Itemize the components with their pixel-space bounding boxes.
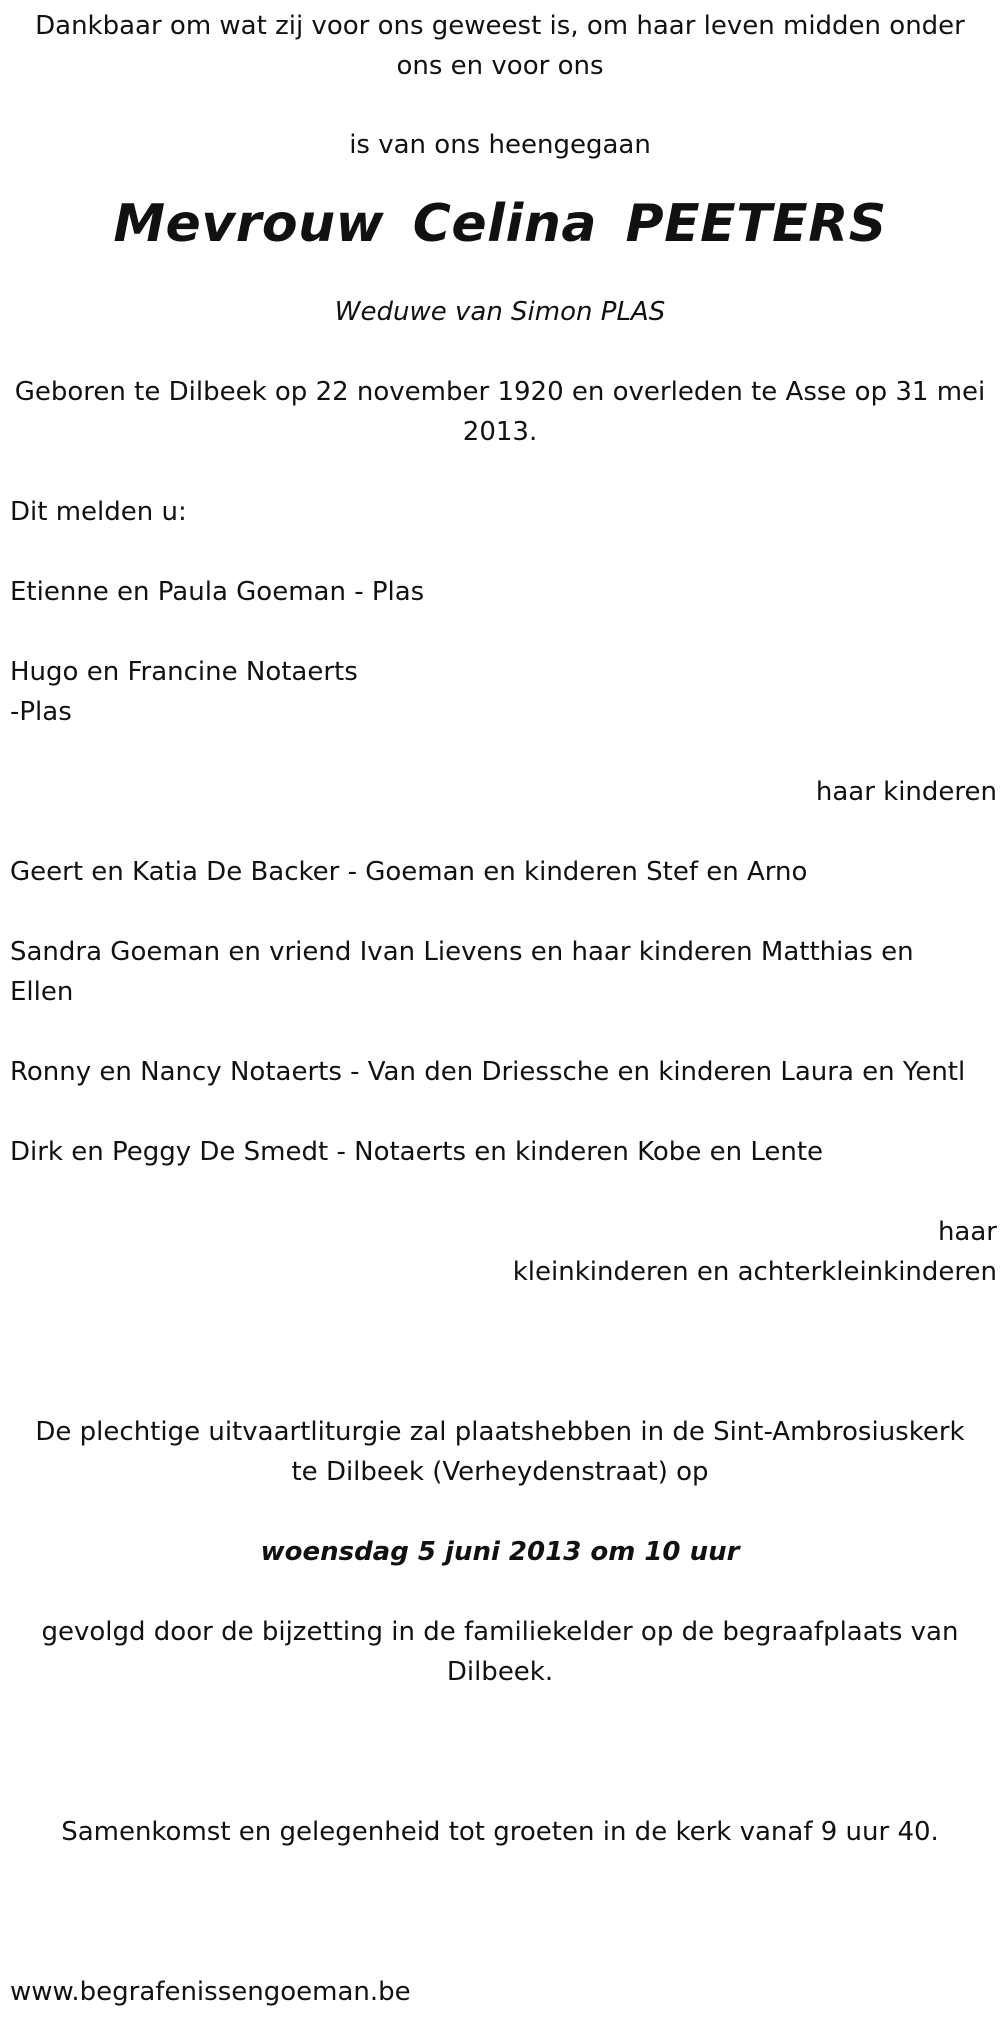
grandchildren-label-line-2: kleinkinderen en achterkleinkinderen: [512, 1257, 997, 1287]
deceased-name: Mevrouw Celina PEETERS: [113, 194, 887, 254]
children-label: haar kinderen: [815, 777, 997, 807]
grandchild-entry-3: Ronny en Nancy Notaerts - Van den Driessche en kinderen Laura en Yentl: [10, 1057, 966, 1087]
gathering-line: Samenkomst en gelegenheid tot groeten in de kerk vanaf 9 uur 40.: [61, 1817, 939, 1847]
spouse-line: Weduwe van Simon PLAS: [334, 297, 666, 327]
website-link[interactable]: www.begrafenissengoeman.be: [10, 1977, 411, 2007]
grandchild-entry-2: Sandra Goeman en vriend Ivan Lievens en haar kinderen Matthias en: [10, 937, 914, 967]
funeral-date: woensdag 5 juni 2013 om 10 uur: [260, 1537, 740, 1567]
funeral-line-2: te Dilbeek (Verheydenstraat) op: [291, 1457, 709, 1487]
grandchild-entry-2-cont: Ellen: [10, 977, 74, 1007]
intro-line-3: is van ons heengegaan: [349, 130, 651, 160]
birth-death-line-1: Geboren te Dilbeek op 22 november 1920 en overleden te Asse op 31 mei: [14, 377, 986, 407]
website-footer[interactable]: [10, 1972, 411, 2012]
grandchild-entry-4: Dirk en Peggy De Smedt - Notaerts en kinderen Kobe en Lente: [10, 1137, 824, 1167]
announcers-intro: Dit melden u:: [10, 497, 187, 527]
birth-death-line-2: 2013.: [462, 417, 538, 447]
intro-line-1: Dankbaar om wat zij voor ons geweest is, om haar leven midden onder: [35, 11, 965, 41]
grandchildren-label-line-1: haar: [937, 1217, 997, 1247]
child-entry-2-cont: -Plas: [10, 697, 72, 727]
child-entry-2: Hugo en Francine Notaerts: [10, 657, 358, 687]
funeral-line-1: De plechtige uitvaartliturgie zal plaatshebben in de Sint-Ambrosiuskerk: [35, 1417, 965, 1447]
child-entry-1: Etienne en Paula Goeman - Plas: [10, 577, 425, 607]
grandchild-entry-1: Geert en Katia De Backer - Goeman en kinderen Stef en Arno: [10, 857, 808, 887]
intro-line-2: ons en voor ons: [396, 51, 604, 81]
burial-line-1: gevolgd door de bijzetting in de familiekelder op de begraafplaats van: [41, 1617, 959, 1647]
burial-line-2: Dilbeek.: [446, 1657, 554, 1687]
